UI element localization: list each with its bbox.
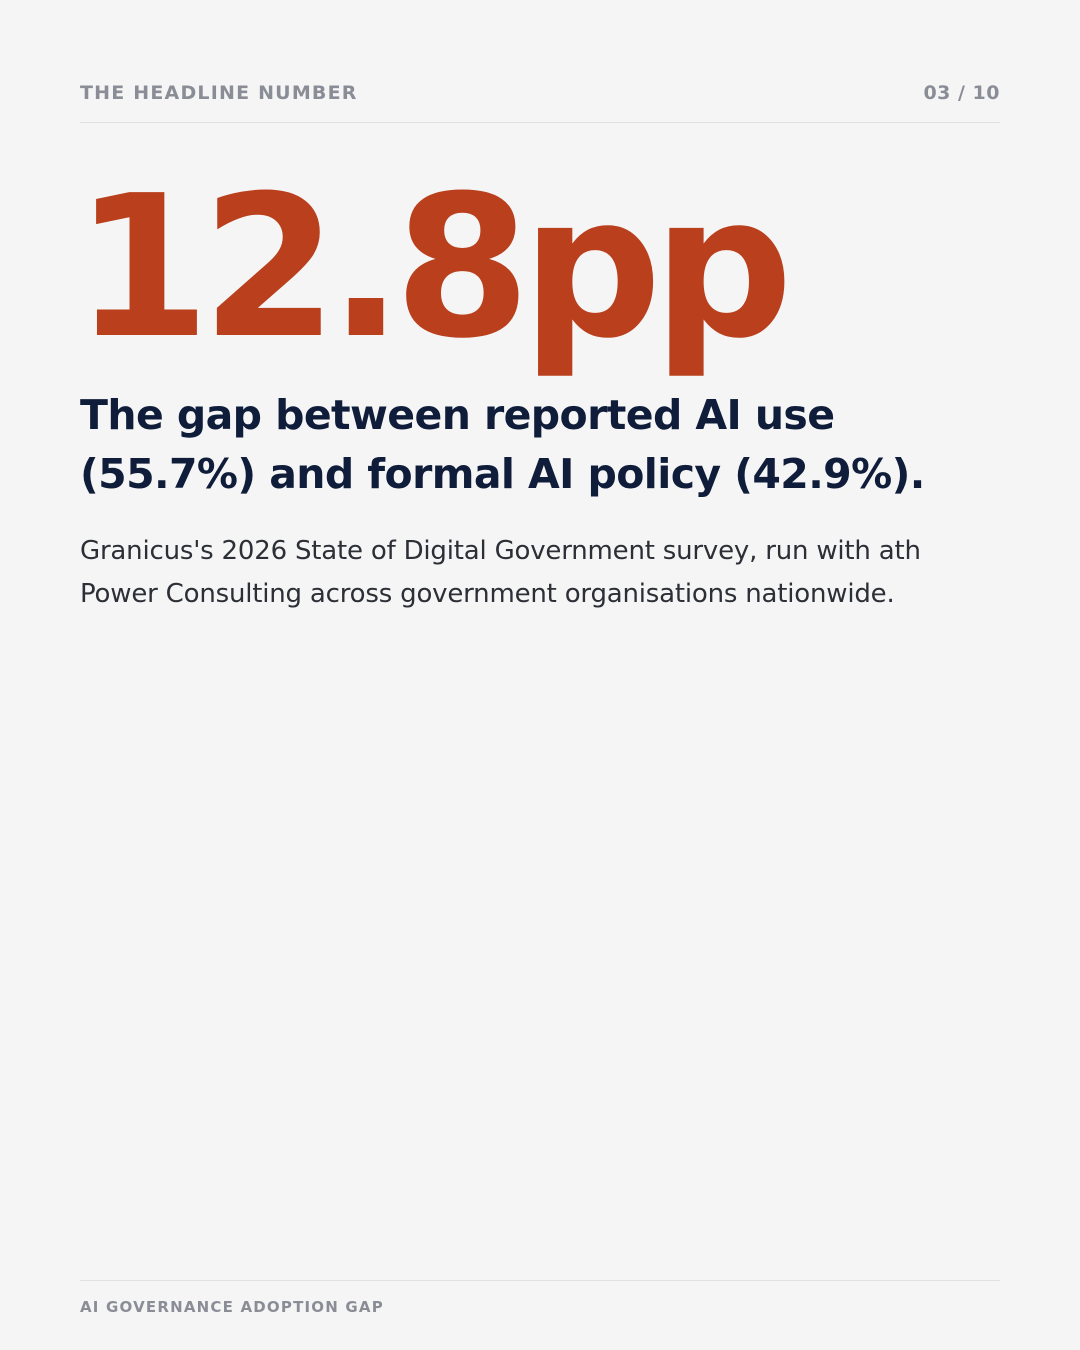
section-label: THE HEADLINE NUMBER (80, 82, 358, 104)
headline-stat: 12.8pp (74, 154, 785, 382)
header-divider (80, 122, 1000, 123)
headline-text: The gap between reported AI use (55.7%) and formal AI policy (42.9%). (80, 391, 925, 498)
source-description: Granicus's 2026 State of Digital Government survey, run with ath Power Consulting across government organisations nationwide. (80, 536, 921, 609)
slide-header (80, 80, 1000, 106)
footer-label: AI GOVERNANCE ADOPTION GAP (80, 1298, 384, 1316)
footer-divider (80, 1280, 1000, 1281)
page-counter: 03 / 10 (923, 82, 1000, 104)
